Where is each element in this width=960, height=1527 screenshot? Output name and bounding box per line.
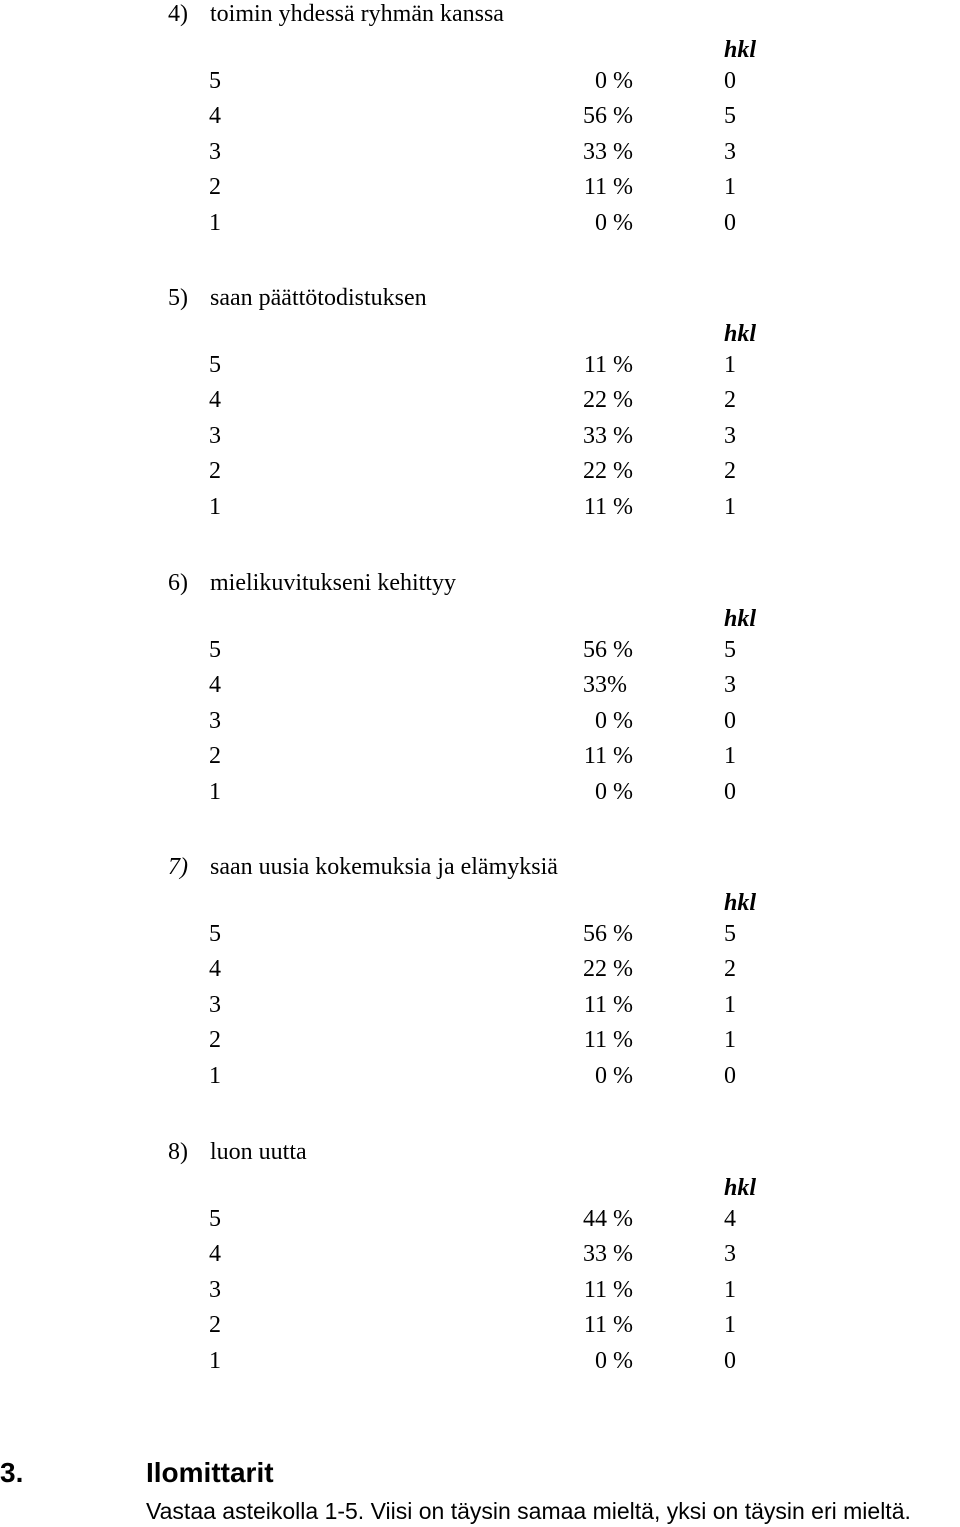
scale-value: 1 xyxy=(209,1063,221,1089)
scale-value: 4 xyxy=(209,672,221,698)
scale-value: 5 xyxy=(209,1206,221,1232)
percent-value: 22 % xyxy=(583,458,633,484)
count-value: 2 xyxy=(724,458,736,484)
percent-value: 33 % xyxy=(583,423,633,449)
table-row xyxy=(0,138,960,166)
scale-value: 5 xyxy=(209,637,221,663)
scale-value: 3 xyxy=(209,708,221,734)
table-row xyxy=(0,1276,960,1304)
column-header-hkl: hkl xyxy=(724,1175,757,1201)
count-value: 5 xyxy=(724,637,736,663)
count-value: 0 xyxy=(724,1063,736,1089)
count-value: 0 xyxy=(724,779,736,805)
scale-value: 3 xyxy=(209,423,221,449)
table-row xyxy=(0,707,960,735)
percent-value: 11 % xyxy=(583,1277,633,1303)
percent-value: 22 % xyxy=(583,956,633,982)
percent-value: 0 % xyxy=(595,68,633,94)
count-value: 0 xyxy=(724,210,736,236)
count-value: 1 xyxy=(724,494,736,520)
scale-value: 1 xyxy=(209,210,221,236)
question-number: 8) xyxy=(168,1139,188,1165)
section-instruction: Vastaa asteikolla 1-5. Viisi on täysin samaa mieltä, yksi on täysin eri mieltä. xyxy=(146,1498,911,1524)
question-text: saan päättötodistuksen xyxy=(210,285,427,311)
percent-value: 56 % xyxy=(583,637,633,663)
question-number: 6) xyxy=(168,570,188,596)
table-row xyxy=(0,1205,960,1233)
table-row xyxy=(0,955,960,983)
question-title xyxy=(168,569,456,597)
table-row xyxy=(0,422,960,450)
scale-value: 1 xyxy=(209,1348,221,1374)
table-row xyxy=(0,1347,960,1375)
table-row xyxy=(0,991,960,1019)
question-text: saan uusia kokemuksia ja elämyksiä xyxy=(210,854,558,880)
table-row xyxy=(0,920,960,948)
scale-value: 3 xyxy=(209,139,221,165)
column-header-hkl: hkl xyxy=(724,890,757,916)
column-header-hkl: hkl xyxy=(724,606,757,632)
percent-value: 11 % xyxy=(583,352,633,378)
table-row xyxy=(0,1026,960,1054)
count-value: 3 xyxy=(724,139,736,165)
table-row xyxy=(0,1311,960,1339)
section-title: Ilomittarit xyxy=(146,1457,274,1488)
count-value: 1 xyxy=(724,1027,736,1053)
percent-value: 33 % xyxy=(583,1241,633,1267)
table-row xyxy=(0,1240,960,1268)
percent-value: 0 % xyxy=(595,1348,633,1374)
percent-value: 11 % xyxy=(583,743,633,769)
percent-value: 33% xyxy=(583,672,627,698)
count-value: 1 xyxy=(724,352,736,378)
scale-value: 3 xyxy=(209,992,221,1018)
scale-value: 4 xyxy=(209,103,221,129)
percent-value: 0 % xyxy=(595,1063,633,1089)
percent-value: 11 % xyxy=(583,1312,633,1338)
question-title xyxy=(168,853,558,881)
percent-value: 11 % xyxy=(583,494,633,520)
table-row xyxy=(0,742,960,770)
scale-value: 5 xyxy=(209,68,221,94)
count-value: 3 xyxy=(724,1241,736,1267)
table-row xyxy=(0,457,960,485)
count-value: 1 xyxy=(724,743,736,769)
scale-value: 4 xyxy=(209,1241,221,1267)
percent-value: 0 % xyxy=(595,708,633,734)
scale-value: 2 xyxy=(209,743,221,769)
section-number: 3. xyxy=(0,1457,24,1488)
question-title xyxy=(168,284,427,312)
question-number: 7) xyxy=(168,854,188,880)
count-value: 0 xyxy=(724,68,736,94)
question-number: 5) xyxy=(168,285,188,311)
count-value: 1 xyxy=(724,1312,736,1338)
scale-value: 3 xyxy=(209,1277,221,1303)
count-value: 5 xyxy=(724,103,736,129)
percent-value: 56 % xyxy=(583,103,633,129)
count-value: 0 xyxy=(724,1348,736,1374)
scale-value: 2 xyxy=(209,1027,221,1053)
table-row xyxy=(0,102,960,130)
count-value: 1 xyxy=(724,174,736,200)
scale-value: 2 xyxy=(209,1312,221,1338)
question-text: mielikuvitukseni kehittyy xyxy=(210,570,456,596)
count-value: 5 xyxy=(724,921,736,947)
table-row xyxy=(0,209,960,237)
table-row xyxy=(0,636,960,664)
column-header-hkl: hkl xyxy=(724,37,757,63)
percent-value: 0 % xyxy=(595,210,633,236)
count-value: 1 xyxy=(724,1277,736,1303)
question-title xyxy=(168,0,504,28)
table-row xyxy=(0,671,960,699)
column-header-hkl: hkl xyxy=(724,321,757,347)
table-row xyxy=(0,386,960,414)
question-number: 4) xyxy=(168,1,188,27)
count-value: 2 xyxy=(724,956,736,982)
count-value: 2 xyxy=(724,387,736,413)
scale-value: 1 xyxy=(209,779,221,805)
percent-value: 33 % xyxy=(583,139,633,165)
table-row xyxy=(0,1062,960,1090)
percent-value: 22 % xyxy=(583,387,633,413)
table-row xyxy=(0,778,960,806)
scale-value: 4 xyxy=(209,387,221,413)
table-row xyxy=(0,173,960,201)
percent-value: 0 % xyxy=(595,779,633,805)
scale-value: 4 xyxy=(209,956,221,982)
question-text: toimin yhdessä ryhmän kanssa xyxy=(210,1,504,27)
question-title xyxy=(168,1138,307,1166)
percent-value: 44 % xyxy=(583,1206,633,1232)
scale-value: 2 xyxy=(209,174,221,200)
percent-value: 11 % xyxy=(583,1027,633,1053)
table-row xyxy=(0,67,960,95)
count-value: 3 xyxy=(724,423,736,449)
table-row xyxy=(0,351,960,379)
scale-value: 5 xyxy=(209,921,221,947)
scale-value: 1 xyxy=(209,494,221,520)
count-value: 1 xyxy=(724,992,736,1018)
count-value: 4 xyxy=(724,1206,736,1232)
scale-value: 5 xyxy=(209,352,221,378)
question-text: luon uutta xyxy=(210,1139,307,1165)
count-value: 0 xyxy=(724,708,736,734)
percent-value: 56 % xyxy=(583,921,633,947)
count-value: 3 xyxy=(724,672,736,698)
table-row xyxy=(0,493,960,521)
percent-value: 11 % xyxy=(583,174,633,200)
scale-value: 2 xyxy=(209,458,221,484)
percent-value: 11 % xyxy=(583,992,633,1018)
